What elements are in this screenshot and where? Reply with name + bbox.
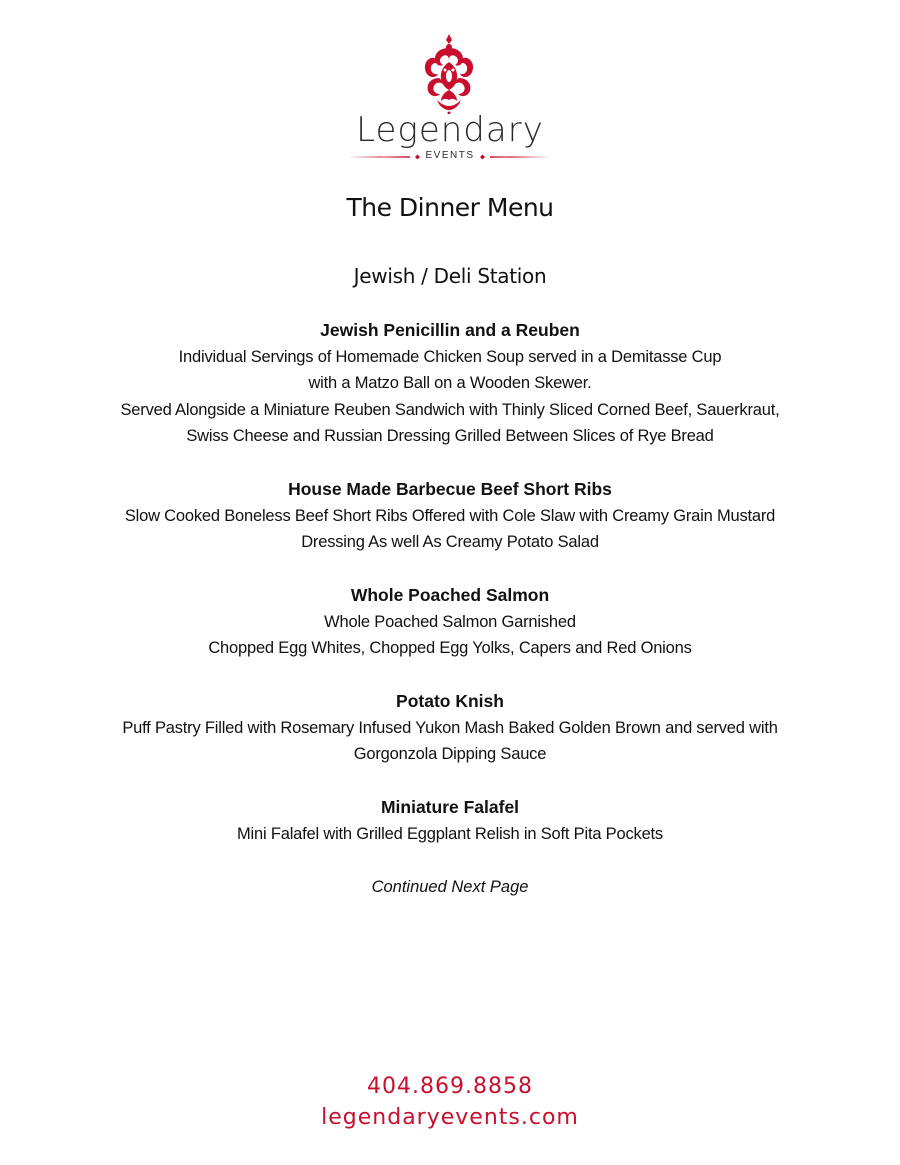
menu-item-description: Swiss Cheese and Russian Dressing Grilled Between Slices of Rye Bread	[186, 427, 714, 445]
menu-item-description: Individual Servings of Homemade Chicken Soup served in a Demitasse Cup	[178, 347, 722, 366]
brand-name: Legendary	[356, 110, 544, 150]
website-link[interactable]: legendaryevents.com	[321, 1105, 579, 1130]
menu-items	[0, 317, 900, 900]
menu-item-description: Slow Cooked Boneless Beef Short Ribs Offered with Cole Slaw with Creamy Grain Mustard	[124, 506, 776, 525]
menu-item-description: Served Alongside a Miniature Reuben Sandwich with Thinly Sliced Corned Beef, Sauerkraut,	[120, 400, 780, 419]
menu-item-description: with a Matzo Ball on a Wooden Skewer.	[308, 374, 592, 392]
menu-item-description: Whole Poached Salmon Garnished	[324, 612, 576, 631]
menu-item-name: Whole Poached Salmon	[350, 585, 550, 605]
menu-item-name: Miniature Falafel	[380, 797, 520, 817]
menu-title: The Dinner Menu	[346, 193, 554, 222]
menu-item-name: House Made Barbecue Beef Short Ribs	[288, 479, 612, 499]
damask-emblem-icon	[421, 34, 477, 114]
menu-item	[0, 476, 900, 556]
menu-item-description: Dressing As well As Creamy Potato Salad	[301, 533, 599, 551]
menu-item-description: Puff Pastry Filled with Rosemary Infused Yukon Mash Baked Golden Brown and served with	[122, 718, 778, 737]
menu-item-name: Jewish Penicillin and a Reuben	[320, 320, 580, 340]
contact-info	[0, 1071, 900, 1133]
menu-item	[0, 582, 900, 662]
menu-item	[0, 794, 900, 847]
menu-item	[0, 688, 900, 768]
menu-item	[0, 317, 900, 450]
continued-note: Continued Next Page	[371, 877, 529, 896]
brand-logo	[0, 30, 900, 166]
menu-item-description: Mini Falafel with Grilled Eggplant Relish in Soft Pita Pockets	[237, 824, 663, 843]
menu-item-description: Chopped Egg Whites, Chopped Egg Yolks, Capers and Red Onions	[208, 639, 692, 657]
phone-number[interactable]: 404.869.8858	[367, 1074, 533, 1099]
brand-subtitle: EVENTS	[425, 150, 475, 161]
menu-item-description: Gorgonzola Dipping Sauce	[353, 745, 547, 763]
menu-item-name: Potato Knish	[396, 691, 504, 711]
station-title: Jewish / Deli Station	[353, 264, 547, 288]
